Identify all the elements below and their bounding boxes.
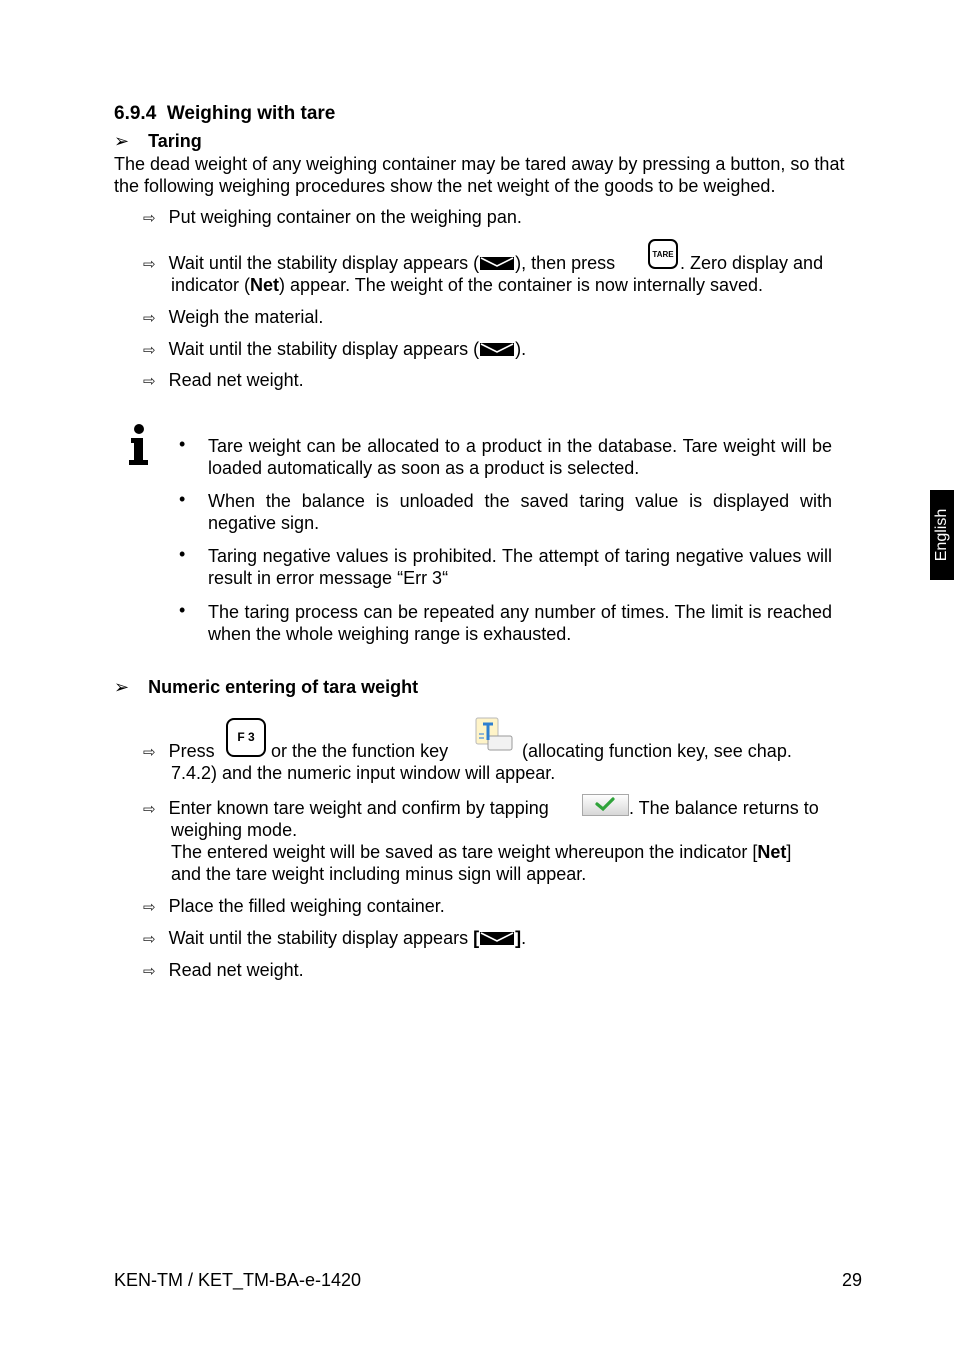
step-text: . The balance returns to — [629, 798, 819, 818]
list-item — [143, 798, 549, 819]
tare-key-icon — [648, 239, 678, 269]
section-title: Weighing with tare — [166, 103, 336, 124]
section-number: 6.9.4 — [114, 103, 157, 124]
chevron-icon: ➢ — [114, 131, 130, 151]
arrow-icon: ⇨ — [143, 342, 156, 359]
arrow-icon: ⇨ — [143, 310, 156, 327]
f3-key-icon — [226, 718, 266, 757]
stability-icon — [480, 343, 514, 356]
step-text: Enter known tare weight and confirm by tapping — [168, 798, 549, 818]
chevron-icon: ➢ — [114, 677, 130, 697]
note-item: The taring process can be repeated any number of times. The limit is reached when the whole weighing range is exhausted. — [208, 602, 832, 644]
step-text: Press — [168, 741, 215, 761]
bracket: [ — [473, 928, 480, 948]
step-text: ), then press — [515, 253, 616, 273]
footer-doc-id: KEN-TM / KET_TM-BA-e-1420 — [114, 1270, 362, 1290]
info-icon — [126, 424, 152, 466]
step-text: Wait until the stability display appears ( — [168, 339, 480, 359]
language-side-tab — [930, 490, 954, 580]
step-text: The entered weight will be saved as tare weight whereupon the indicator [ — [171, 842, 758, 862]
list-item — [143, 207, 522, 228]
bullet-icon: • — [179, 434, 186, 454]
list-item — [143, 741, 215, 762]
f3-key-label: F 3 — [237, 730, 255, 744]
step-text: Wait until the stability display appears — [168, 928, 469, 948]
step-text: 7.4.2) and the numeric input window will appear. — [171, 763, 556, 783]
step-text: weighing mode. — [171, 820, 298, 840]
page-number: 29 — [842, 1270, 863, 1290]
list-item — [143, 253, 615, 274]
stability-icon — [480, 932, 514, 945]
step-text-line — [171, 842, 791, 863]
arrow-icon: ⇨ — [143, 801, 156, 818]
arrow-icon: ⇨ — [143, 373, 156, 390]
net-indicator: Net — [250, 275, 280, 295]
arrow-icon: ⇨ — [143, 931, 156, 948]
step-text: Read net weight. — [168, 960, 304, 980]
step-text: . Zero display and — [680, 253, 824, 273]
arrow-icon: ⇨ — [143, 963, 156, 980]
step-text: Wait until the stability display appears ( — [168, 253, 480, 273]
step-text: Put weighing container on the weighing pan. — [168, 207, 522, 227]
bracket: ] — [515, 928, 522, 948]
list-item — [143, 960, 304, 981]
step-text: Read net weight. — [168, 370, 304, 390]
step-text: ). — [515, 339, 527, 359]
bullet-icon: • — [179, 544, 186, 564]
step-text: . — [521, 928, 527, 948]
list-item — [143, 928, 526, 949]
step-text: Weigh the material. — [168, 307, 324, 327]
list-item — [143, 370, 304, 391]
function-key-icon — [474, 716, 514, 754]
step-text: indicator ( — [171, 275, 251, 295]
list-item — [143, 896, 445, 917]
arrow-icon: ⇨ — [143, 210, 156, 227]
numeric-heading — [114, 677, 418, 698]
arrow-icon: ⇨ — [143, 744, 156, 761]
step-text: (allocating function key, see chap. — [522, 741, 792, 761]
step-text: and the tare weight including minus sign will appear. — [171, 864, 587, 884]
taring-heading — [114, 131, 202, 152]
step-text: Place the filled weighing container. — [168, 896, 445, 916]
arrow-icon: ⇨ — [143, 899, 156, 916]
step-text-line — [171, 275, 763, 296]
numeric-heading-label: Numeric entering of tara weight — [148, 677, 419, 697]
language-label: English — [933, 508, 950, 562]
bullet-icon: • — [179, 489, 186, 509]
list-item — [143, 339, 526, 360]
taring-heading-label: Taring — [148, 131, 202, 151]
checkmark-button-icon — [582, 794, 629, 816]
tare-key-label: TARE — [652, 250, 674, 259]
note-item: Tare weight can be allocated to a product in the database. Tare weight will be loaded automatically as soon as a product is selected. — [208, 436, 832, 478]
note-item: When the balance is unloaded the saved taring value is displayed with negative sign. — [208, 491, 832, 533]
taring-intro: The dead weight of any weighing container may be tared away by pressing a button, so that the following weighing procedures show the net weight of the goods to be weighed. — [114, 154, 845, 196]
section-heading — [114, 103, 335, 125]
bullet-icon: • — [179, 600, 186, 620]
note-item: Taring negative values is prohibited. The attempt of taring negative values will result in error message “Err 3“ — [208, 546, 832, 588]
net-indicator: Net — [757, 842, 787, 862]
step-text: or the the function key — [271, 741, 449, 761]
list-item — [143, 307, 323, 328]
arrow-icon: ⇨ — [143, 256, 156, 273]
step-text: ) appear. The weight of the container is now internally saved. — [279, 275, 763, 295]
step-text: ] — [786, 842, 792, 862]
stability-icon — [480, 257, 514, 270]
